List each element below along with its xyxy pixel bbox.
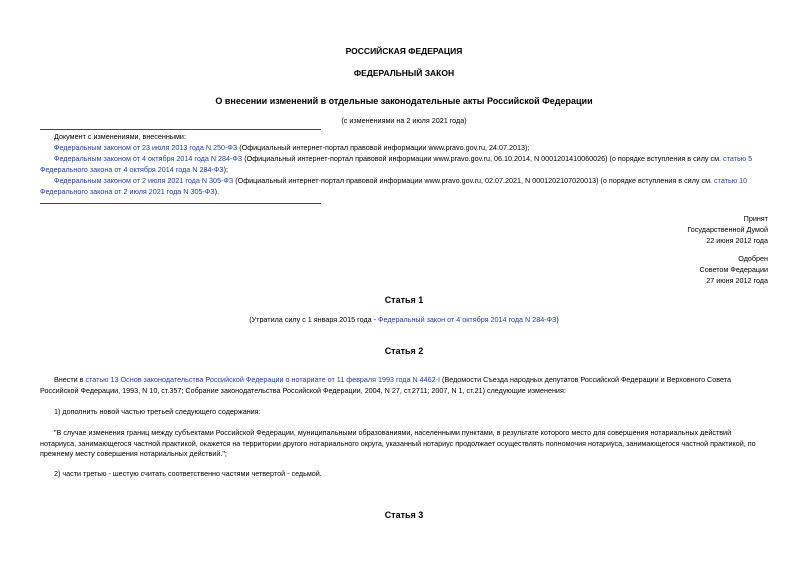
approved-body: Советом Федерации xyxy=(699,265,768,274)
change-tail: ). xyxy=(214,187,220,196)
adopted-date: 22 июня 2012 года xyxy=(706,236,768,245)
article-2-p1-pre: Внести в xyxy=(54,375,86,384)
change-item xyxy=(40,175,770,197)
law-title: О внесении изменений в отдельные законодательные акты Российской Федерации xyxy=(215,96,593,106)
adopted-block xyxy=(687,213,768,246)
article-2-p1-post: (Ведомости Съезда народных депутатов Российской Федерации и Верховного Совета Российской Федерации, 1993, N 10, ст.357; Собрание законодательства Российской Федерации, 2004, N 27, ст.2711; 2007, N 1, ст.21) следующие изменения: xyxy=(40,375,731,395)
change-link[interactable]: Федеральным законом от 23 июля 2013 года N 250-ФЗ xyxy=(54,143,238,152)
article-2-paragraph-2: 1) дополнить новой частью третьей следующего содержания: xyxy=(54,407,261,416)
article-2-paragraph-1 xyxy=(40,375,768,396)
change-item xyxy=(40,153,770,175)
change-link[interactable]: Федеральным законом от 4 октября 2014 года N 284-ФЗ xyxy=(54,154,243,163)
article-3-heading: Статья 3 xyxy=(384,510,424,520)
article-1-heading: Статья 1 xyxy=(384,295,424,305)
article-2-link[interactable]: статью 13 Основ законодательства Российской Федерации о нотариате от 11 февраля 1993 года N 4462-I xyxy=(85,375,441,384)
approved-date: 27 июня 2012 года xyxy=(706,276,768,285)
changes-bottom-rule xyxy=(40,203,321,204)
article-1-link[interactable]: Федеральный закон от 4 октября 2014 года N 284-ФЗ xyxy=(378,315,557,324)
edition-note: (с изменениями на 2 июля 2021 года) xyxy=(341,116,467,125)
changes-block xyxy=(40,131,770,197)
doc-type-heading: ФЕДЕРАЛЬНЫЙ ЗАКОН xyxy=(353,68,455,78)
country-heading: РОССИЙСКАЯ ФЕДЕРАЦИЯ xyxy=(345,46,463,56)
approved-line: Одобрен xyxy=(738,254,768,263)
changes-top-rule xyxy=(40,129,321,130)
changes-intro: Документ с изменениями, внесенными: xyxy=(54,132,186,141)
article-1-post: ) xyxy=(556,315,559,324)
change-text: (Официальный интернет-портал правовой информации www.pravo.gov.ru, 02.07.2021, N 0001202107020013) (о порядке вступления в силу см. xyxy=(233,176,715,185)
change-item xyxy=(40,142,770,153)
change-text: (Официальный интернет-портал правовой информации www.pravo.gov.ru, 06.10.2014, N 0001201410060026) (о порядке вступления в силу см. xyxy=(242,154,724,163)
article-1-text xyxy=(40,315,768,324)
article-1-pre: (Утратила силу с 1 января 2015 года - xyxy=(249,315,379,324)
change-effective-link[interactable]: статью 10 Федерального закона от 2 июля 2021 года N 305-ФЗ xyxy=(40,176,748,196)
change-tail: ); xyxy=(223,165,229,174)
article-2-paragraph-3: "В случае изменения границ между субъектами Российской Федерации, муниципальными образованиями, населенными пунктами, в результате которого место для совершения нотариальных действий нотариуса, занимающегося частной практикой, окажется на территории другого нотариального округа, указанный нотариус продолжает осуществлять полномочия нотариуса, занимающегося частной практикой, по прежнему месту совершения нотариальных действий."; xyxy=(40,428,756,458)
change-text: (Официальный интернет-портал правовой информации www.pravo.gov.ru, 24.07.2013); xyxy=(237,143,530,152)
change-effective-link[interactable]: статью 5 Федерального закона от 4 октября 2014 года N 284-ФЗ xyxy=(40,154,753,174)
article-2-paragraph-4: 2) части третью - шестую считать соответственно частями четвертой - седьмой. xyxy=(54,469,322,478)
adopted-line: Принят xyxy=(743,214,768,223)
approved-block xyxy=(700,253,768,286)
article-2-heading: Статья 2 xyxy=(384,346,424,356)
adopted-body: Государственной Думой xyxy=(687,225,768,234)
change-link[interactable]: Федеральным законом от 2 июля 2021 года N 305-ФЗ xyxy=(54,176,234,185)
